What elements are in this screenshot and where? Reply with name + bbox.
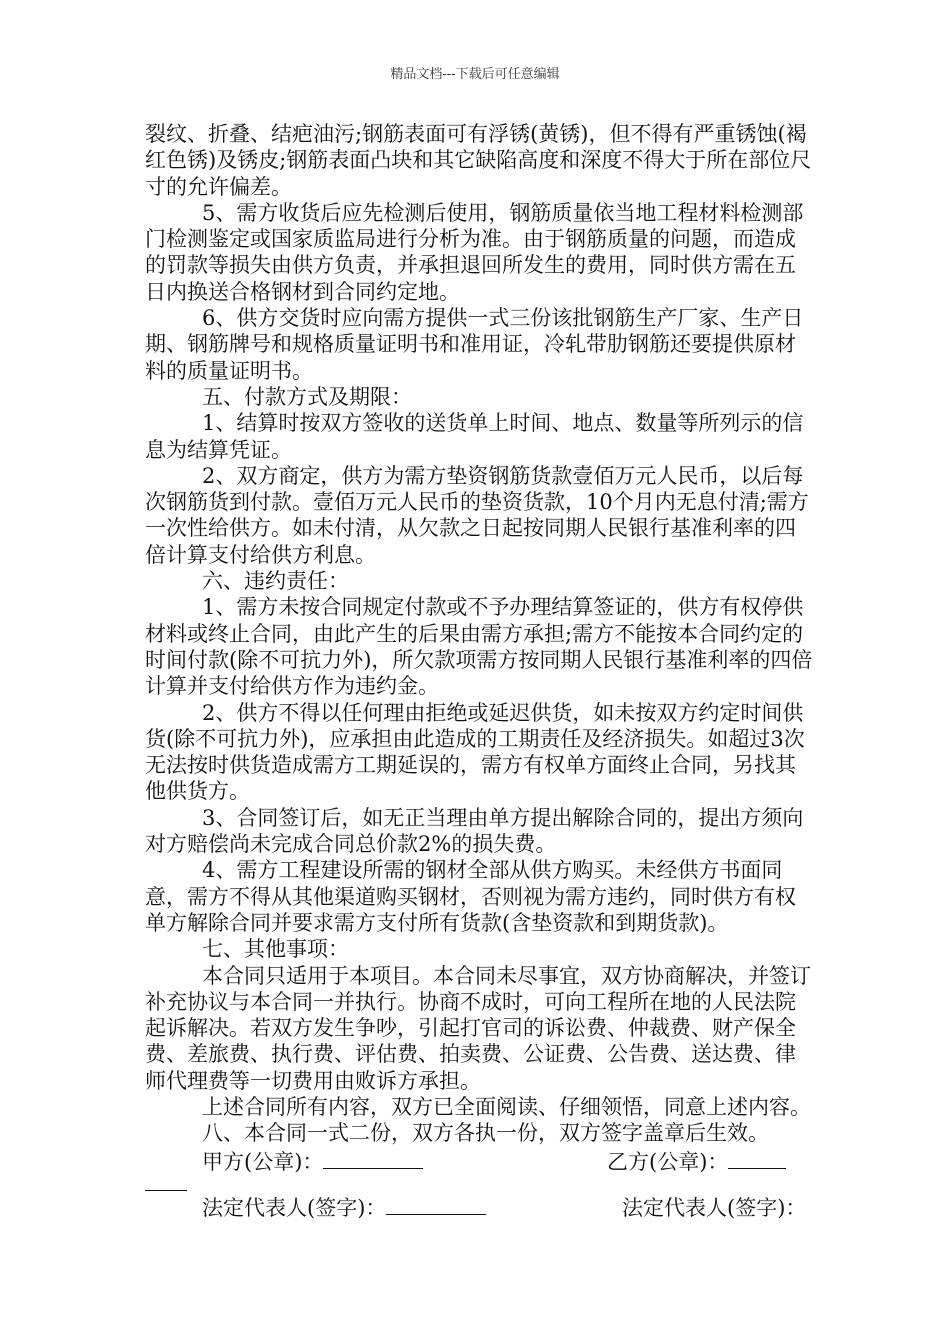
rep-a-blank bbox=[386, 1196, 486, 1215]
rep-a-signature bbox=[202, 1195, 486, 1221]
paragraph: 裂纹、折叠、结疤油污;钢筋表面可有浮锈(黄锈)，但不得有严重锈蚀(褐红色锈)及锈皮;钢筋表面凸块和其它缺陷高度和深度不得大于所在部位尺寸的允许偏差。 bbox=[145, 122, 812, 199]
paragraph: 4、需方工程建设所需的钢材全部从供方购买。未经供方书面同意，需方不得从其他渠道购买钢材，否则视为需方违约，同时供方有权单方解除合同并要求需方支付所有货款(含垫资款和到期货款)。 bbox=[145, 858, 796, 935]
contract-body bbox=[145, 121, 815, 1147]
paragraph: 七、其他事项： bbox=[202, 937, 349, 962]
paragraph: 2、供方不得以任何理由拒绝或延迟供货，如未按双方约定时间供货(除不可抗力外)，应承担由此造成的工期责任及经济损失。如超过3次无法按时供货造成需方工期延误的，需方有权单方面终止合同，另找其他供货方。 bbox=[145, 700, 805, 804]
paragraph: 六、违约责任： bbox=[202, 569, 349, 594]
party-a-seal bbox=[202, 1149, 423, 1175]
rep-b-signature bbox=[622, 1195, 806, 1221]
paragraph: 1、结算时按双方签收的送货单上时间、地点、数量等所列示的信息为结算凭证。 bbox=[145, 411, 804, 462]
party-b-blank bbox=[728, 1150, 786, 1169]
rep-b-label: 法定代表人(签字)： bbox=[622, 1196, 807, 1220]
page-header-note: 精品文档---下载后可任意编辑 bbox=[390, 67, 560, 82]
paragraph: 6、供方交货时应向需方提供一式三份该批钢筋生产厂家、生产日期、钢筋牌号和规格质量证明书和准用证，冷轧带肋钢筋还要提供原材料的质量证明书。 bbox=[145, 306, 804, 383]
rep-a-label: 法定代表人(签字)： bbox=[202, 1196, 387, 1220]
paragraph: 五、付款方式及期限： bbox=[202, 384, 412, 409]
party-b-seal bbox=[607, 1149, 786, 1175]
paragraph: 八、本合同一式二份，双方各执一份，双方签字盖章后生效。 bbox=[202, 1121, 769, 1146]
party-b-blank-continued bbox=[145, 1190, 187, 1191]
paragraph: 1、需方未按合同规定付款或不予办理结算签证的，供方有权停供材料或终止合同，由此产生的后果由需方承担;需方不能按本合同约定的时间付款(除不可抗力外)，所欠款项需方按同期人民银行基准利率的四倍计算并支付给供方作为违约金。 bbox=[145, 595, 813, 699]
paragraph: 本合同只适用于本项目。本合同未尽事宜，双方协商解决，并签订补充协议与本合同一并执行。协商不成时，可向工程所在地的人民法院起诉解决。若双方发生争吵，引起打官司的诉讼费、仲裁费、财产保全费、差旅费、执行费、评估费、拍卖费、公证费、公告费、送达费、律师代理费等一切费用由败诉方承担。 bbox=[145, 963, 811, 1093]
paragraph: 5、需方收货后应先检测后使用，钢筋质量依当地工程材料检测部门检测鉴定或国家质监局进行分析为准。由于钢筋质量的问题，而造成的罚款等损失由供方负责，并承担退回所发生的费用，同时供方需在五日内换送合格钢材到合同约定地。 bbox=[145, 200, 804, 304]
paragraph: 2、双方商定，供方为需方垫资钢筋货款壹佰万元人民币，以后每次钢筋货到付款。壹佰万元人民币的垫资货款，10个月内无息付清;需方一次性给供方。如未付清，从欠款之日起按同期人民银行基准利率的四倍计算支付给供方利息。 bbox=[145, 463, 809, 567]
party-a-blank bbox=[323, 1150, 423, 1169]
party-b-label: 乙方(公章)： bbox=[607, 1150, 729, 1174]
paragraph: 上述合同所有内容，双方已全面阅读、仔细领悟，同意上述内容。 bbox=[202, 1094, 811, 1119]
party-a-label: 甲方(公章)： bbox=[202, 1150, 324, 1174]
paragraph: 3、合同签订后，如无正当理由单方提出解除合同的，提出方须向对方赔偿尚未完成合同总价款2%的损失费。 bbox=[145, 805, 804, 857]
